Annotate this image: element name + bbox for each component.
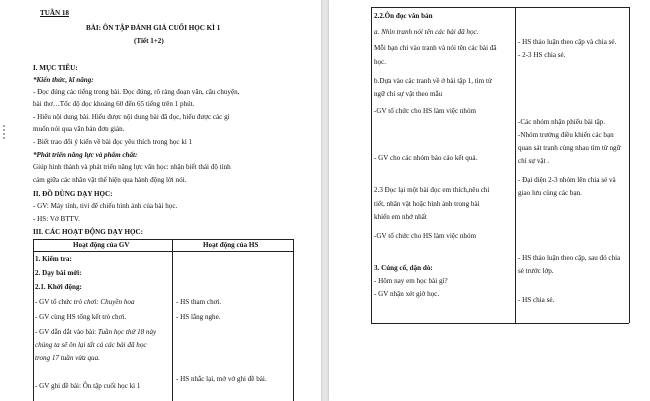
table-row: 2.1. Khởi động: <box>35 283 82 291</box>
table-row: Mỗi bạn chỉ vào tranh và nói tên các bài đã <box>374 44 497 52</box>
table-row: b.Dựa vào các tranh về ở bài tập 1, tìm từ <box>374 77 492 85</box>
table-row: trong 17 tuần vừa qua. <box>35 354 100 362</box>
table-row-student: - HS nhắc lại, mở vở ghi đề bài. <box>176 375 267 383</box>
week-label: TUẦN 18 <box>40 9 69 17</box>
table-row-student: sẻ trước lớp. <box>518 267 554 275</box>
table-row: a. Nhìn tranh nói tên các bài đã học. <box>374 28 479 36</box>
table-row: - GV dẫn dắt vào bài: Tuần học thứ 18 này <box>35 328 157 336</box>
table-row-student: - HS tham chơi. <box>176 298 222 306</box>
table-row: -GV tổ chức cho HS làm việc nhóm <box>374 232 477 240</box>
table-row: 1. Kiểm tra: <box>35 255 72 263</box>
table-header-student: Hoạt động của HS <box>203 241 259 249</box>
table-row-student: - 2-3 HS chia sẻ. <box>518 51 566 59</box>
section-activities: III. CÁC HOẠT ĐỘNG DẠY HỌC: <box>33 228 143 236</box>
table-row-student: - HS thảo luận theo cặp, sau đó chia <box>518 254 621 262</box>
table-border <box>33 251 293 252</box>
table-row-student: - HS thảo luận theo cặp và chia sẻ. <box>518 38 617 46</box>
table-row: - GV cùng HS tổng kết trò chơi. <box>35 313 127 321</box>
development-line: Giúp hình thành và phát triển năng lực văn học: nhận biết thái độ tình <box>33 163 231 171</box>
section-objectives: I. MỤC TIÊU: <box>33 64 78 72</box>
knowledge-line: bài thơ…Tốc độ đọc khoảng 60 đến 65 tiếng trên 1 phút. <box>33 100 195 108</box>
knowledge-line: - Đọc đúng các tiếng trong bài. Đọc đúng, rõ ràng đoạn văn, câu chuyện, <box>33 88 240 96</box>
table-row-student: quan sát tranh cùng nhau tìm từ ngữ <box>518 144 621 152</box>
table-row: - GV tổ chức trò chơi: Chuyền hoa <box>35 298 135 306</box>
table-row: khiến em nhớ nhất <box>374 213 427 221</box>
table-row: chúng ta sẽ ôn lại tất cả các bài đã học <box>35 341 147 349</box>
section-heading: 2.2.Ôn đọc văn bản <box>374 12 433 20</box>
table-row: - Hôm nay em học bài gì? <box>374 277 448 285</box>
table-row-student: - HS chia sẻ. <box>518 296 555 304</box>
table-border <box>293 239 294 401</box>
table-border <box>371 7 372 323</box>
drag-handle-icon[interactable] <box>3 125 9 141</box>
table-row: - GV nhận xét giờ học. <box>374 290 440 298</box>
left-page <box>0 0 321 401</box>
table-row: 2.3 Đọc lại một bài đọc em thích,nêu chi <box>374 186 490 194</box>
knowledge-line: - Hiểu nội dung bài. Hiểu được nội dung bài đã đọc, hiểu được các gì <box>33 113 230 121</box>
development-heading: *Phát triển năng lực và phẩm chất: <box>33 151 138 159</box>
table-row: ngữ chỉ sự vật theo mẫu <box>374 90 443 98</box>
table-row: tiết, nhân vật hoặc hình ảnh trong bài <box>374 200 480 208</box>
section-equipment: II. ĐỒ DÙNG DẠY HỌC: <box>33 190 113 198</box>
right-page <box>329 0 650 401</box>
table-row-student: chỉ sự vật . <box>518 157 550 165</box>
equipment-line: - HS: Vở BTTV. <box>33 215 80 223</box>
development-line: cảm giữa các nhân vật thể hiện qua hành động lời nói. <box>33 176 187 184</box>
knowledge-heading: *Kiến thức, kĩ năng: <box>33 76 94 84</box>
table-border <box>371 323 629 324</box>
table-border <box>371 7 629 8</box>
table-row: học. <box>374 58 387 66</box>
lesson-title: BÀI: ÔN TẬP ĐÁNH GIÁ CUỐI HỌC KÌ 1 <box>86 24 221 32</box>
table-header-teacher: Hoạt động của GV <box>73 241 130 249</box>
equipment-line: - GV: Máy tính, tivi để chiếu hình ảnh của bài học. <box>33 202 178 210</box>
table-row-student: giao lưu cùng các bạn. <box>518 189 582 197</box>
table-border <box>629 7 630 323</box>
table-row: 2. Dạy bài mới: <box>35 269 82 277</box>
table-border <box>172 239 173 401</box>
table-row-student: - HS lắng nghe. <box>176 313 221 321</box>
table-row-student: -Các nhóm nhận phiếu bài tập. <box>518 118 606 126</box>
knowledge-line: muốn nói qua văn bản đơn giản. <box>33 125 125 133</box>
table-row: - GV cho các nhóm báo cáo kết quả. <box>374 154 478 162</box>
table-border <box>515 7 516 323</box>
table-border <box>33 239 34 401</box>
knowledge-line: - Biết trao đổi ý kiến về bài đọc yêu thích trong học kì 1 <box>33 138 193 146</box>
table-row-student: -Nhóm trưởng điều khiển các bạn <box>518 131 614 139</box>
lesson-period: (Tiết 1+2) <box>134 37 164 45</box>
table-row: -GV tổ chức cho HS làm việc nhóm <box>374 107 477 115</box>
table-row-student: - Đại diện 2-3 nhóm lên chia sẻ và <box>518 176 616 184</box>
table-row: - GV ghi đề bài: Ôn tập cuối học kì 1 <box>35 382 141 390</box>
section-heading: 3. Củng cố, dặn dò: <box>374 264 433 272</box>
table-border <box>33 239 293 240</box>
